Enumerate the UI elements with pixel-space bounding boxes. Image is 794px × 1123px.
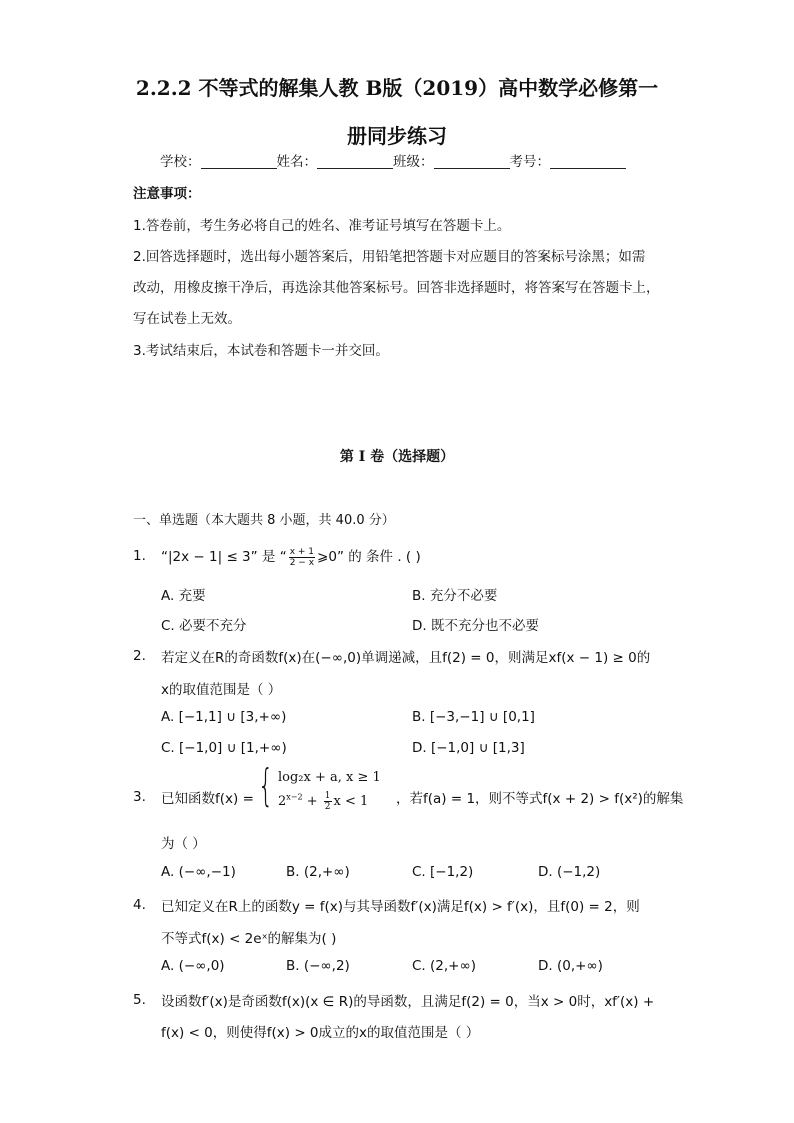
note-line-2a: 2.回答选择题时，选出每小题答案后，用铅笔把答题卡对应题目的答案标号涂黑；如需 [133, 249, 646, 265]
question-1-stem [161, 545, 421, 568]
school-label: 学校： [160, 154, 201, 170]
q1-option-a[interactable]: A. 充要 [161, 588, 206, 604]
q3-option-a[interactable]: A. (−∞,−1) [161, 864, 236, 880]
q2-option-c[interactable]: C. [−1,0] ∪ [1,+∞) [161, 740, 287, 756]
question-3-piece-2 [278, 791, 368, 812]
q3-option-d[interactable]: D. (−1,2) [538, 864, 601, 880]
title-line-2: 册同步练习 [347, 124, 447, 148]
q1-option-b[interactable]: B. 充分不必要 [412, 588, 498, 604]
q4-option-c[interactable]: C. (2,+∞) [412, 958, 476, 974]
question-1-text-b: ⩾0” 的 条件 . ( ) [317, 549, 421, 565]
notes-heading: 注意事项： [133, 186, 201, 202]
question-1-number: 1. [133, 548, 146, 564]
q4-option-a[interactable]: A. (−∞,0) [161, 958, 225, 974]
piece-2-exponent: x−2 [286, 792, 303, 802]
q1-option-d[interactable]: D. 既不充分也不必要 [412, 618, 539, 634]
question-1-fraction [289, 547, 315, 568]
question-3-prefix: 已知函数f(x) = [161, 791, 254, 807]
q3-option-c[interactable]: C. [−1,2) [412, 864, 474, 880]
document-title [100, 64, 694, 160]
q3-option-b[interactable]: B. (2,+∞) [286, 864, 350, 880]
class-label: 班级： [393, 154, 434, 170]
name-label: 姓名： [276, 154, 317, 170]
piece-2-base: 2 [278, 794, 287, 809]
number-label: 考号： [509, 154, 550, 170]
question-5-line-2: f(x) < 0，则使得f(x) > 0成立的x的取值范围是（ ） [161, 1025, 480, 1041]
student-info-line [160, 150, 626, 170]
q4-option-d[interactable]: D. (0,+∞) [538, 958, 603, 974]
question-2-line-2: x的取值范围是（ ） [161, 682, 282, 698]
title-line-1: 2.2.2 不等式的解集人教 B版（2019）高中数学必修第一 [135, 76, 659, 100]
note-line-1: 1.答卷前，考生务必将自己的姓名、准考证号填写在答题卡上。 [133, 218, 511, 234]
fraction-denominator: 2 [324, 802, 331, 812]
question-5-line-1: 设函数f′(x)是奇函数f(x)(x ∈ R)的导函数，且满足f(2) = 0，当x > 0时，xf′(x) + [161, 994, 655, 1010]
q4-option-b[interactable]: B. (−∞,2) [286, 958, 350, 974]
piece-2-condition: x < 1 [333, 794, 369, 809]
part-title: 第 I 卷（选择题） [339, 449, 455, 465]
question-3-piece-1: log₂x + a, x ≥ 1 [278, 770, 381, 785]
question-2-line-1: 若定义在R的奇函数f(x)在(−∞,0)单调递减，且f(2) = 0，则满足xf(x − 1) ≥ 0的 [161, 650, 651, 666]
class-blank[interactable] [434, 154, 510, 169]
piece-2-fraction [324, 791, 332, 812]
note-line-3: 3.考试结束后，本试卷和答题卡一并交回。 [133, 343, 389, 359]
q1-option-c[interactable]: C. 必要不充分 [161, 618, 247, 634]
question-1-text-a: “|2x − 1| ≤ 3” 是 “ [161, 549, 287, 565]
question-4-number: 4. [133, 897, 146, 913]
q2-option-b[interactable]: B. [−3,−1] ∪ [0,1] [412, 709, 535, 725]
q2-option-a[interactable]: A. [−1,1] ∪ [3,+∞) [161, 709, 287, 725]
fraction-numerator: 1 [324, 791, 331, 801]
question-3-line-2: 为（ ） [161, 836, 206, 852]
piecewise-brace: { [258, 760, 274, 811]
question-3-suffix: ，若f(a) = 1，则不等式f(x + 2) > f(x²)的解集 [396, 791, 684, 807]
school-blank[interactable] [201, 154, 277, 169]
section-title: 一、单选题（本大题共 8 小题，共 40.0 分） [133, 513, 395, 528]
fraction-denominator: 2 − x [289, 557, 315, 568]
question-3-number: 3. [133, 789, 146, 805]
fraction-numerator: x + 1 [289, 546, 315, 557]
name-blank[interactable] [317, 154, 393, 169]
note-line-2c: 写在试卷上无效。 [133, 311, 241, 327]
note-line-2b: 改动，用橡皮擦干净后，再选涂其他答案标号。回答非选择题时，将答案写在答题卡上， [133, 280, 660, 296]
q2-option-d[interactable]: D. [−1,0] ∪ [1,3] [412, 740, 525, 756]
question-4-line-2: 不等式f(x) < 2eˣ的解集为( ) [161, 931, 337, 947]
number-blank[interactable] [550, 154, 626, 169]
question-2-number: 2. [133, 648, 146, 664]
question-4-line-1: 已知定义在R上的函数y = f(x)与其导函数f′(x)满足f(x) > f′(x)，且f(0) = 2，则 [161, 899, 640, 915]
piece-2-plus: + [302, 794, 322, 809]
question-5-number: 5. [133, 992, 146, 1008]
